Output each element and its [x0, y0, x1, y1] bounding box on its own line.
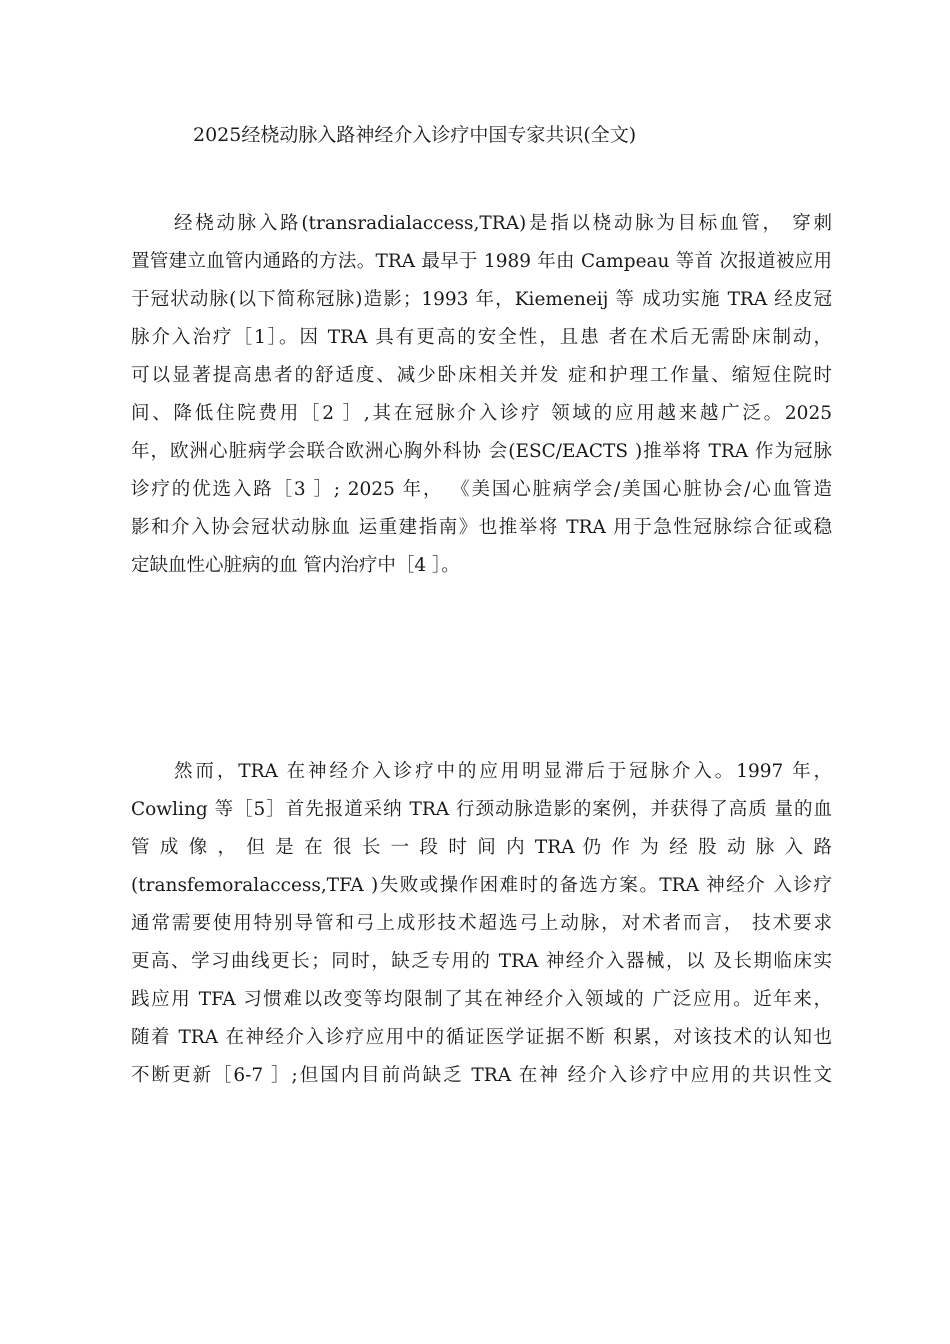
paragraph-line: 脉介入治疗［1］。因 TRA 具有更高的安全性，且患 者在术后无需卧床制动，	[131, 327, 832, 348]
paragraph-line: 然而，TRA 在神经介入诊疗中的应用明显滞后于冠脉介入。1997 年，	[174, 761, 832, 782]
paragraph-line: 可以显著提高患者的舒适度、减少卧床相关并发 症和护理工作量、缩短住院时	[131, 365, 832, 386]
paragraph-line: 置管建立血管内通路的方法。TRA 最早于 1989 年由 Campeau 等首 次报道被应用	[131, 251, 832, 272]
document-title: 2025经桡动脉入路神经介入诊疗中国专家共识(全文)	[193, 124, 637, 146]
paragraph-line: 影和介入协会冠状动脉血 运重建指南》也推举将 TRA 用于急性冠脉综合征或稳	[131, 517, 832, 538]
paragraph-line: 于冠状动脉(以下简称冠脉)造影；1993 年，Kiemeneij 等 成功实施 TRA 经皮冠	[131, 289, 832, 310]
paragraph-line: Cowling 等［5］首先报道采纳 TRA 行颈动脉造影的案例，并获得了高质 量的血	[131, 799, 832, 820]
paragraph-line: (transfemoralaccess,TFA )失败或操作困难时的备选方案。TRA 神经介 入诊疗	[131, 875, 832, 896]
paragraph-line: 更高、学习曲线更长；同时，缺乏专用的 TRA 神经介入器械，以 及长期临床实	[131, 951, 832, 972]
paragraph-intro	[131, 205, 832, 585]
paragraph-line: 经桡动脉入路(transradialaccess,TRA)是指以桡动脉为目标血管， 穿刺	[174, 213, 832, 234]
paragraph-line: 随着 TRA 在神经介入诊疗应用中的循证医学证据不断 积累，对该技术的认知也	[131, 1027, 832, 1048]
paragraph-line: 定缺血性心脏病的血 管内治疗中［4 ］。	[131, 555, 460, 576]
paragraph-line: 践应用 TFA 习惯难以改变等均限制了其在神经介入领域的 广泛应用。近年来，	[131, 989, 832, 1010]
paragraph-line: 年，欧洲心脏病学会联合欧洲心胸外科协 会(ESC/EACTS )推举将 TRA 作为冠脉	[131, 441, 832, 462]
paragraph-line: 通常需要使用特别导管和弓上成形技术超选弓上动脉，对术者而言， 技术要求	[131, 913, 832, 934]
paragraph-neuro	[131, 753, 832, 1095]
paragraph-line: 诊疗的优选入路［3 ］; 2025 年， 《美国心脏病学会/美国心脏协会/心血管造	[131, 479, 832, 500]
paragraph-line: 间、降低住院费用［2 ］,其在冠脉介入诊疗 领域的应用越来越广泛。2025	[131, 403, 832, 424]
paragraph-line: 管 成 像 ， 但 是 在 很 长 一 段 时 间 内 TRA 仍 作 为 经 股 动 脉 入 路	[131, 837, 832, 858]
paragraph-line: 不断更新［6-7 ］;但国内目前尚缺乏 TRA 在神 经介入诊疗中应用的共识性文	[131, 1065, 832, 1086]
